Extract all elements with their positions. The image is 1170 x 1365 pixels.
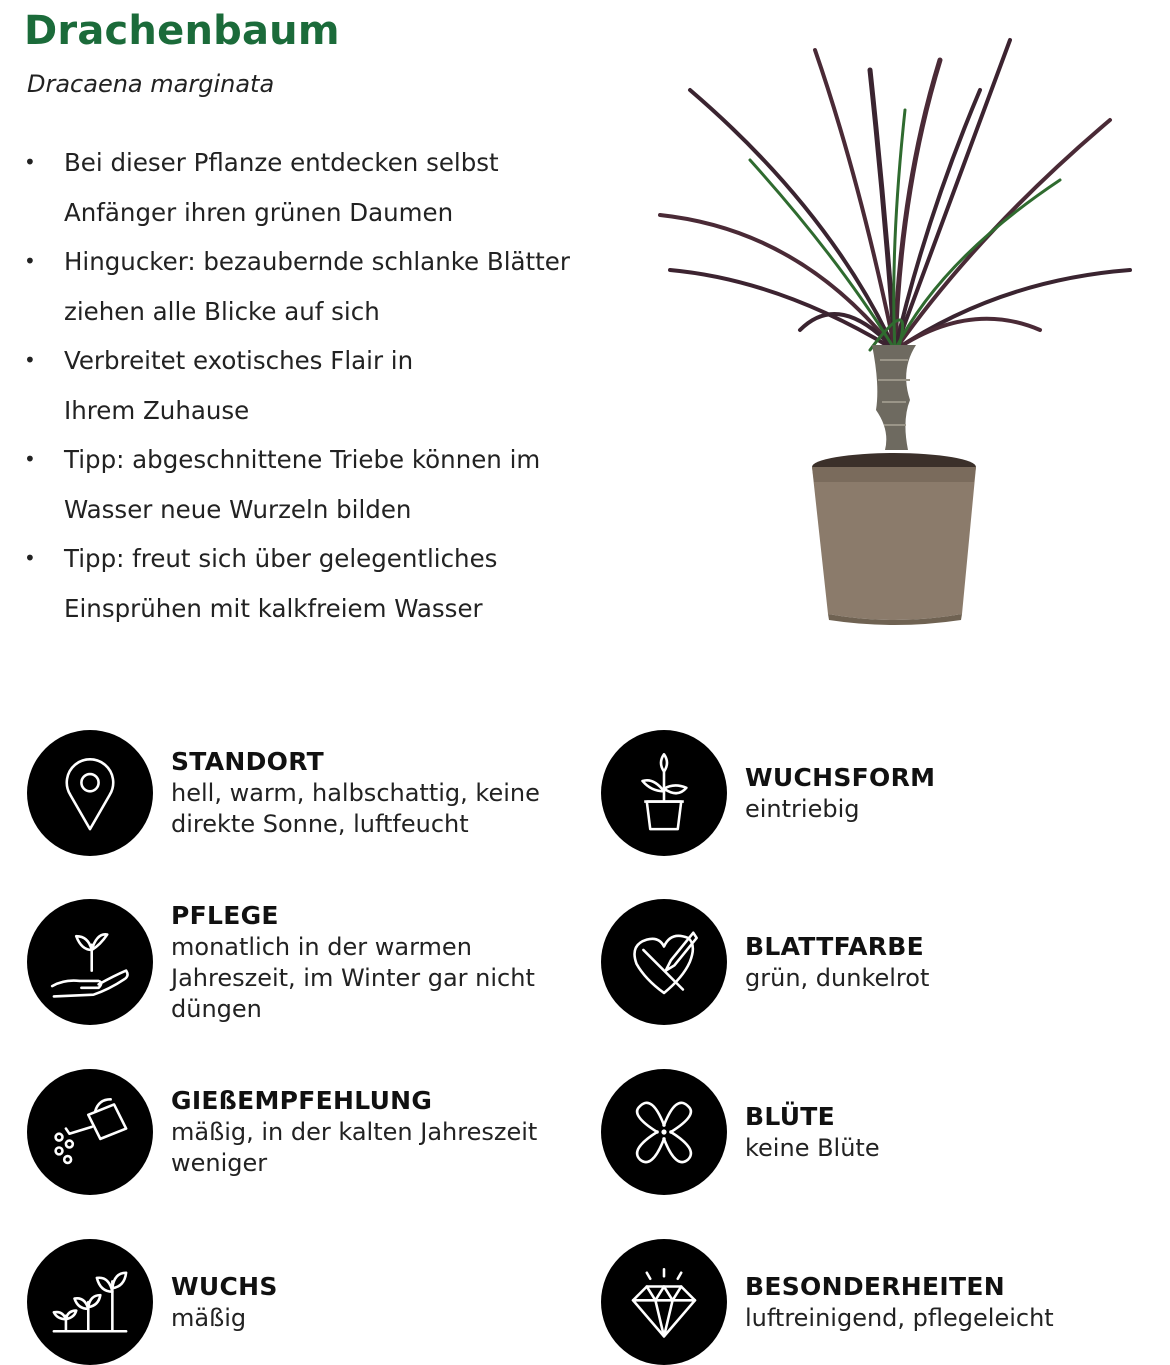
page-title: Drachenbaum — [24, 8, 340, 54]
list-item — [24, 138, 584, 237]
flower-icon — [601, 1069, 727, 1195]
feature-title: PFLEGE — [171, 900, 279, 930]
feature-bullet-list — [24, 138, 584, 633]
feature-value: grün, dunkelrot — [745, 963, 930, 992]
bullet-dot: • — [24, 150, 36, 174]
feature-pflege — [27, 899, 547, 1025]
bullet-line: Einsprühen mit kalkfreiem Wasser — [64, 593, 483, 623]
bullet-line: Bei dieser Pflanze entdecken selbst — [64, 148, 499, 177]
feature-title: GIEßEMPFEHLUNG — [171, 1086, 433, 1115]
hand-sprout-icon — [27, 899, 153, 1025]
bullet-line: Tipp: freut sich über gelegentliches — [64, 544, 498, 573]
feature-title: BLÜTE — [745, 1101, 836, 1131]
bullet-line: Ihrem Zuhause — [64, 395, 250, 425]
list-item — [24, 435, 584, 534]
bullet-dot: • — [24, 249, 36, 273]
growth-plants-icon — [27, 1239, 153, 1365]
list-item — [24, 534, 584, 633]
bullet-line: Verbreitet exotisches Flair in — [64, 346, 414, 375]
bullet-dot: • — [24, 546, 36, 570]
feature-value: mäßig — [171, 1303, 247, 1332]
feature-standort — [27, 730, 547, 856]
feature-giessempfehlung — [27, 1069, 547, 1195]
feature-wuchsform — [601, 730, 1121, 856]
bullet-dot: • — [24, 447, 36, 471]
feature-title: WUCHSFORM — [745, 762, 936, 792]
feature-value: hell, warm, halbschattig, keine direkte Sonne, luftfeucht — [171, 779, 540, 838]
feature-value: luftreinigend, pflegeleicht — [745, 1303, 1054, 1332]
feature-title: WUCHS — [171, 1271, 278, 1301]
feature-value: keine Blüte — [745, 1133, 880, 1162]
list-item — [24, 336, 584, 435]
bullet-line: Tipp: abgeschnittene Triebe können im — [64, 445, 541, 474]
bullet-line: Wasser neue Wurzeln bilden — [64, 494, 412, 524]
potted-plant-icon — [601, 730, 727, 856]
bullet-dot: • — [24, 348, 36, 372]
feature-value: eintriebig — [745, 794, 860, 823]
feature-wuchs — [27, 1239, 547, 1365]
bullet-line: Hingucker: bezaubernde schlanke Blätter — [64, 247, 570, 276]
feature-value: mäßig, in der kalten Jahreszeit weniger — [171, 1118, 538, 1177]
dracaena-plant-image — [640, 30, 1140, 630]
feature-bluete — [601, 1069, 1121, 1195]
location-pin-icon — [27, 730, 153, 856]
feature-blattfarbe — [601, 899, 1121, 1025]
feature-title: STANDORT — [171, 747, 324, 776]
leaf-brush-icon — [601, 899, 727, 1025]
diamond-icon — [601, 1239, 727, 1365]
watering-can-icon — [27, 1069, 153, 1195]
bullet-line: ziehen alle Blicke auf sich — [64, 296, 380, 326]
list-item — [24, 237, 584, 336]
feature-besonderheiten — [601, 1239, 1121, 1365]
feature-value: monatlich in der warmen Jahreszeit, im Winter gar nicht düngen — [171, 932, 535, 1023]
feature-title: BLATTFARBE — [745, 931, 925, 961]
bullet-line: Anfänger ihren grünen Daumen — [64, 197, 454, 227]
feature-title: BESONDERHEITEN — [745, 1271, 1005, 1301]
latin-name: Dracaena marginata — [27, 70, 275, 98]
